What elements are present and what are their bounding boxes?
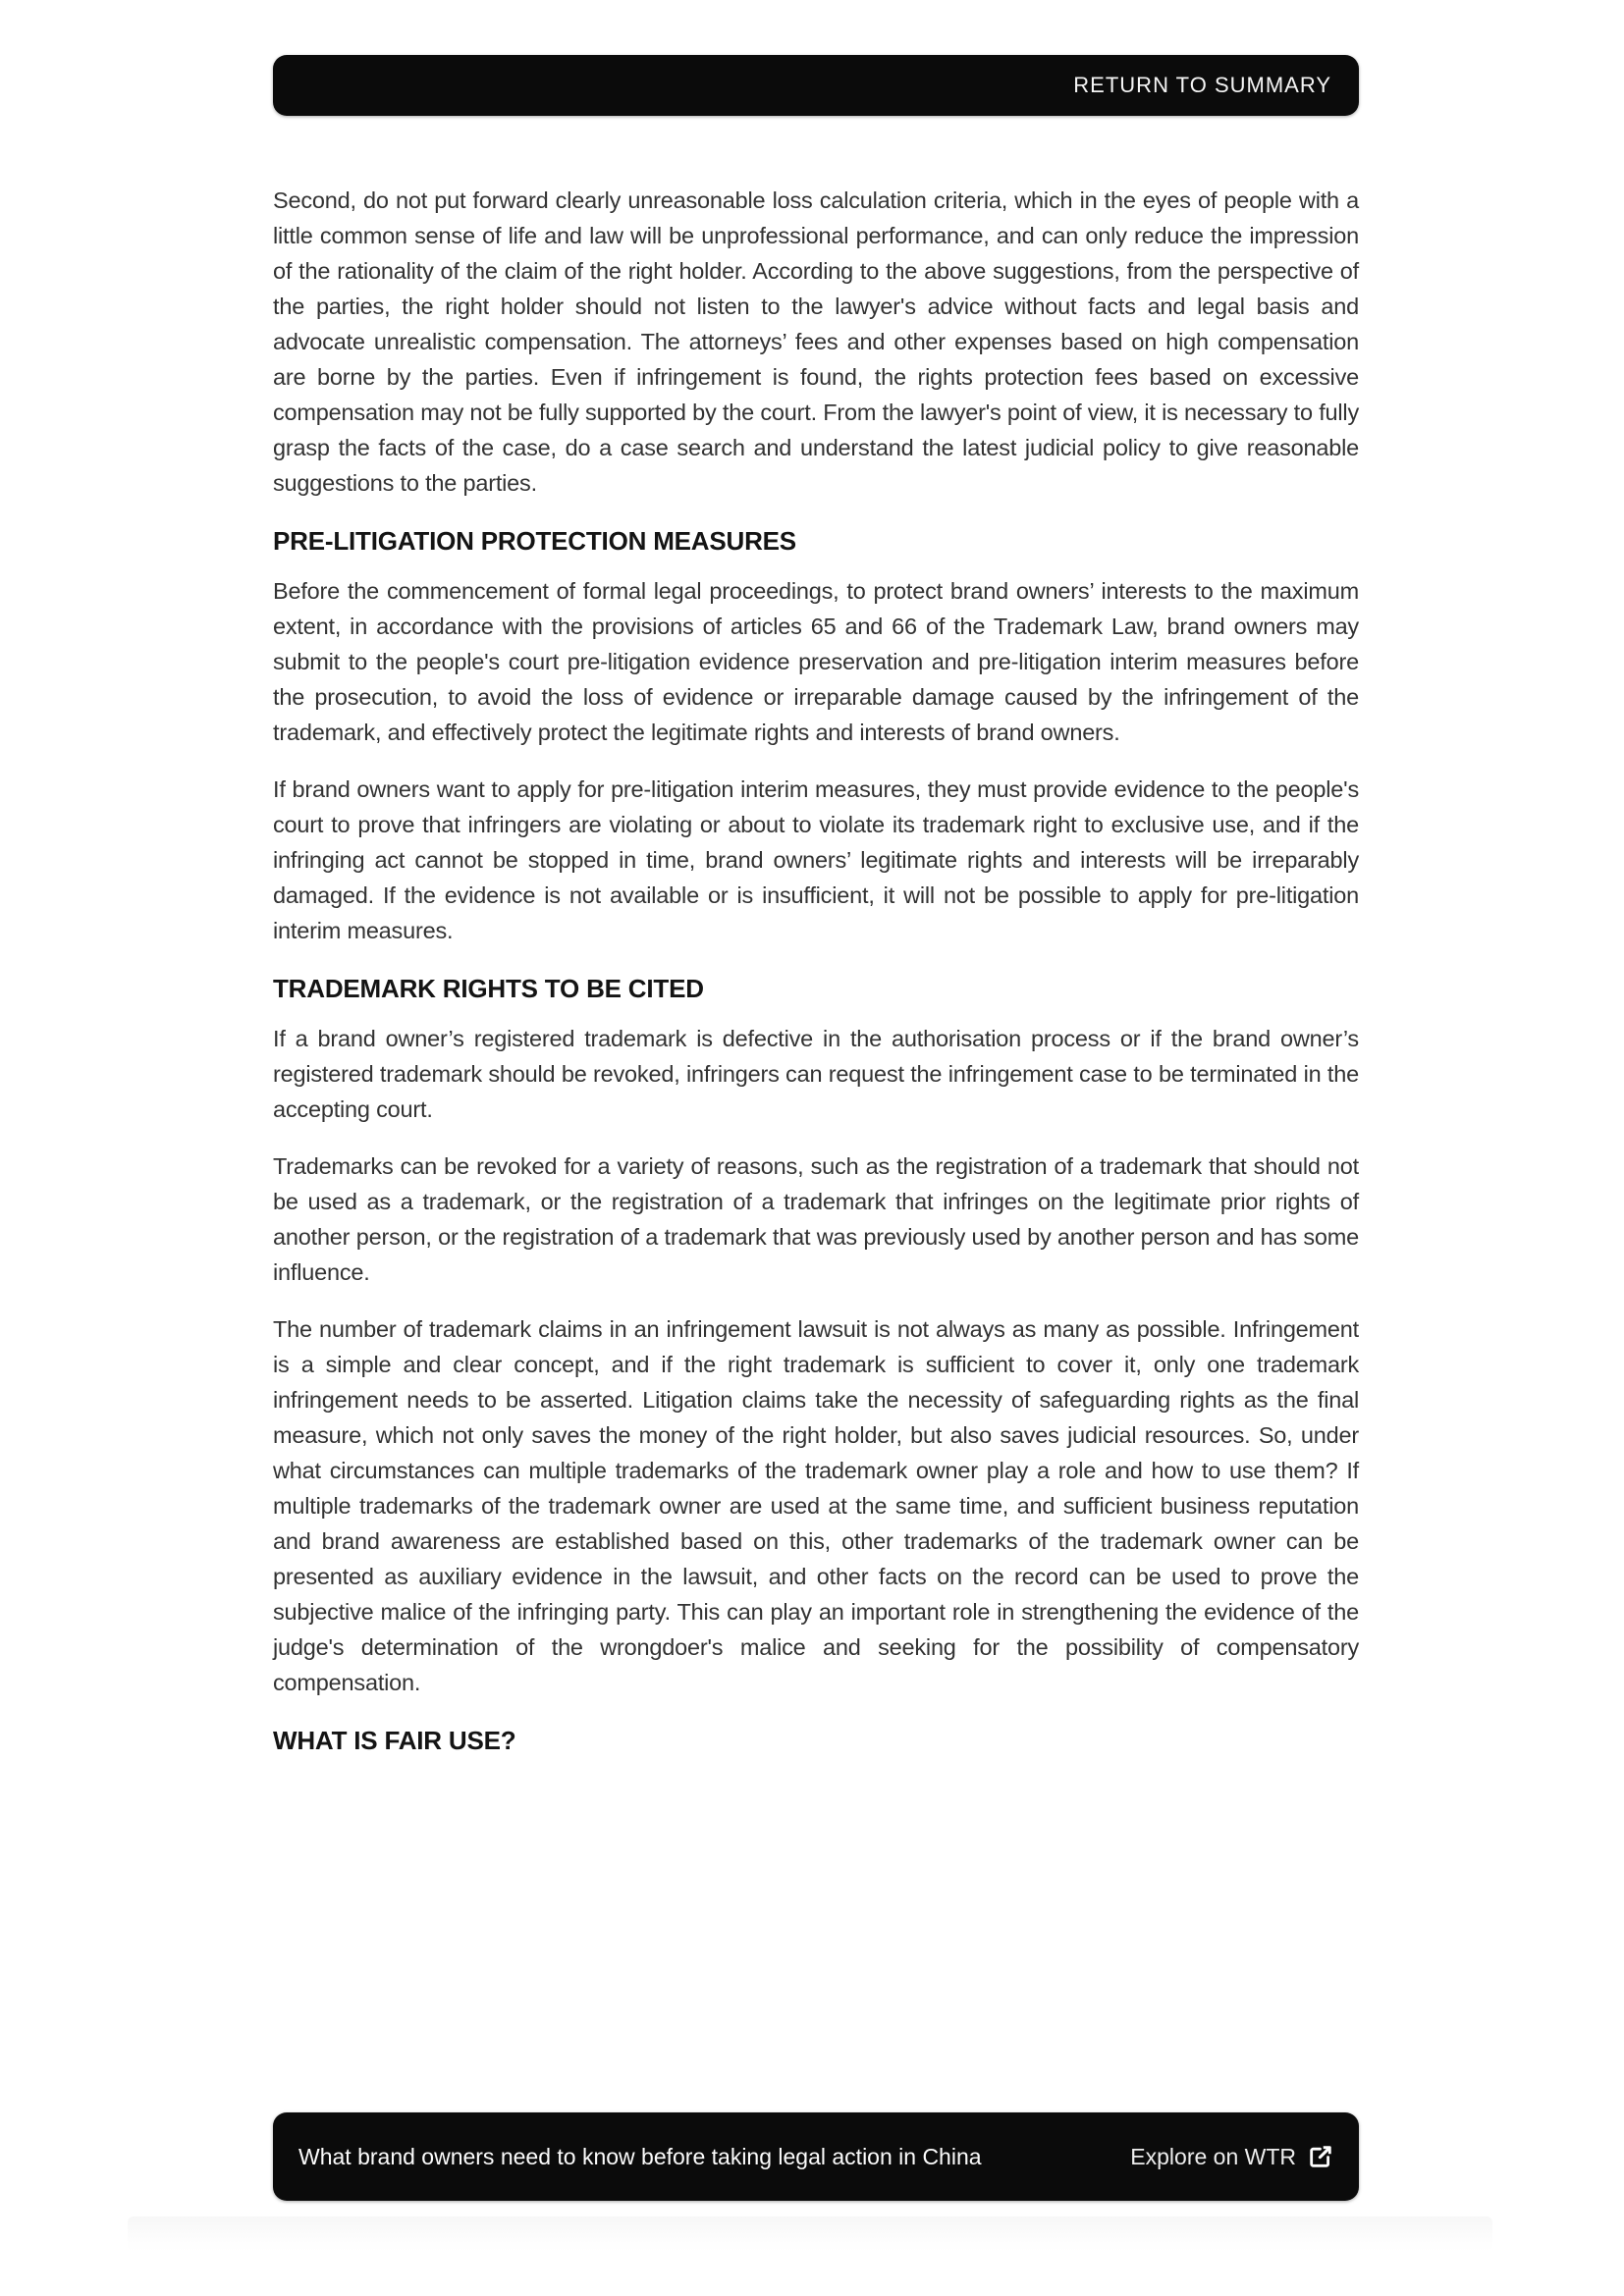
article-heading: TRADEMARK RIGHTS TO BE CITED — [273, 974, 704, 1003]
article-paragraph: If brand owners want to apply for pre-litigation interim measures, they must provide evidence to the people's court to prove that infringers are violating or about to violate its trademark right to exclusive use, and if the infringing act cannot be stopped in time, brand owners’ legitimate rights and interests will be irreparably damaged. If the evidence is not available or is insufficient, it will not be possible to apply for pre-litigation interim measures. — [273, 776, 1359, 943]
article-heading: WHAT IS FAIR USE? — [273, 1726, 516, 1755]
footer-link-label: Explore on WTR — [1130, 2143, 1296, 2169]
article-paragraph: Trademarks can be revoked for a variety of reasons, such as the registration of a trademark that should not be used as a trademark, or the registration of a trademark that infringes on the legitimate prior rights of another person, or the registration of a trademark that was previously used by another person and has some influence. — [273, 1153, 1359, 1285]
article-heading: PRE-LITIGATION PROTECTION MEASURES — [273, 526, 796, 556]
header-bar — [273, 55, 1359, 116]
article-paragraph: Second, do not put forward clearly unreasonable loss calculation criteria, which in the eyes of people with a little common sense of life and law will be unprofessional performance, and can only reduce the impression of the rationality of the claim of the right holder. According to the above suggestions, from the perspective of the parties, the right holder should not listen to the lawyer's advice without facts and legal basis and advocate unrealistic compensation. The attorneys’ fees and other expenses based on high compensation are borne by the parties. Even if infringement is found, the rights protection fees based on excessive compensation may not be fully supported by the court. From the lawyer's point of view, it is necessary to fully grasp the facts of the case, do a case search and understand the latest judicial policy to give reasonable suggestions to the parties. — [273, 187, 1359, 496]
scan-artifact — [128, 2216, 1492, 2252]
footer-article-title: What brand owners need to know before taking legal action in China — [298, 2143, 982, 2169]
article-paragraph: Before the commencement of formal legal proceedings, to protect brand owners’ interests to the maximum extent, in accordance with the provisions of articles 65 and 66 of the Trademark Law, brand owners may submit to the people's court pre-litigation evidence preservation and pre-litigation interim measures before the prosecution, to avoid the loss of evidence or irreparable damage caused by the infringement of the trademark, and effectively protect the legitimate rights and interests of brand owners. — [273, 578, 1359, 745]
article-paragraph: The number of trademark claims in an infringement lawsuit is not always as many as possible. Infringement is a simple and clear concept, and if the right trademark is sufficient to cover it, only one trademark infringement needs to be asserted. Litigation claims take the necessity of safeguarding rights as the final measure, which not only saves the money of the right holder, but also saves judicial resources. So, under what circumstances can multiple trademarks of the trademark owner play a role and how to use them? If multiple trademarks of the trademark owner are used at the same time, and sufficient business reputation and brand awareness are established based on this, other trademarks of the trademark owner can be presented as auxiliary evidence in the lawsuit, and other facts on the record can be used to prove the subjective malice of the infringing party. This can play an important role in strengthening the evidence of the judge's determination of the wrongdoer's malice and seeking for the possibility of compensatory compensation. — [273, 1316, 1359, 1695]
footer-bar — [273, 2112, 1359, 2201]
explore-on-wtr-link[interactable] — [1130, 2144, 1333, 2170]
return-to-summary-link[interactable]: RETURN TO SUMMARY — [1073, 73, 1331, 97]
article-body — [273, 183, 1359, 1773]
article-paragraph: If a brand owner’s registered trademark is defective in the authorisation process or if the brand owner’s registered trademark should be revoked, infringers can request the infringement case to be terminated in the accepting court. — [273, 1026, 1359, 1122]
external-link-icon — [1308, 2144, 1333, 2169]
